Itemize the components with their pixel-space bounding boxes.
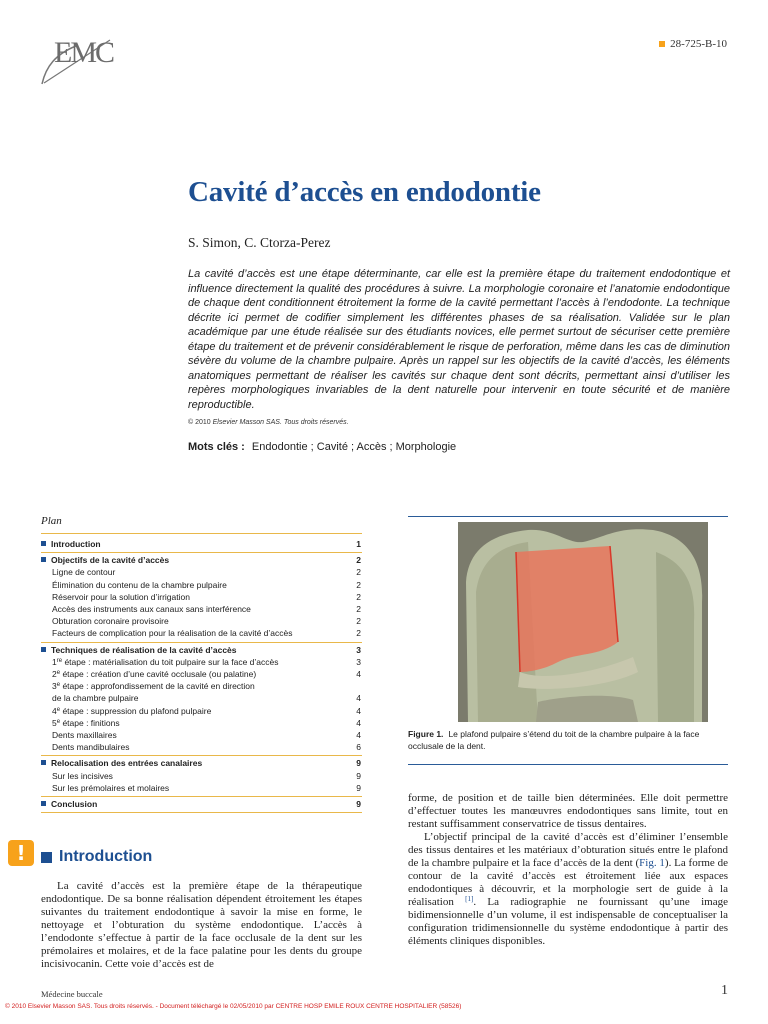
toc-page: 3	[356, 644, 361, 655]
reference-code-text: 28-725-B-10	[670, 38, 727, 50]
toc-item-label: Sur les incisives	[52, 770, 113, 781]
introduction-heading-text: Introduction	[59, 848, 153, 865]
plan-label: Plan	[41, 515, 62, 527]
download-notice: © 2010 Elsevier Masson SAS. Tous droits réservés. - Document téléchargé le 02/05/2010 par CENTRE HOSP EMILE ROUX CENTRE HOSPITALIER (58526)	[5, 1003, 462, 1010]
figure-1-image	[458, 522, 708, 722]
toc-item-label: de la chambre pulpaire	[52, 693, 139, 704]
figure-top-rule	[408, 516, 728, 517]
toc-item-label: Sur les prémolaires et molaires	[52, 782, 170, 793]
toc-step-number: 1	[52, 656, 57, 667]
reference-1-link[interactable]: [1]	[465, 895, 474, 903]
toc-page: 3	[356, 656, 361, 667]
article-title: Cavité d’accès en endodontie	[188, 176, 541, 208]
blue-square-icon	[41, 801, 46, 806]
toc-step-ordinal: e	[56, 682, 61, 689]
warning-icon: !	[8, 840, 34, 866]
toc-item[interactable]	[41, 566, 362, 578]
orange-square-icon	[659, 41, 665, 47]
figure-1-caption	[408, 728, 728, 752]
toc-item-label: Élimination du contenu de la chambre pulpaire	[52, 579, 227, 590]
copyright-year: © 2010	[188, 419, 211, 426]
introduction-paragraph-1-cont: forme, de position et de taille bien déterminées. Elle doit permettre d’effectuer toutes les manœuvres endodontiques sans limite, tout en restant suffisamment conservatrice de tissus dentaires.	[408, 792, 728, 830]
toc-step-ordinal: e	[56, 718, 61, 725]
keywords-list: Endodontie ; Cavité ; Accès ; Morphologie	[251, 441, 457, 453]
keywords	[188, 441, 456, 453]
paragraph-text: . La radiographie ne fournissant qu’une image bidimensionnelle d’un volume, il est indispensable de conceptualiser la configuration tridimensionnelle du système endodontique à partir des éléments cliniques disponibles.	[408, 896, 728, 947]
toc-page: 9	[356, 782, 361, 793]
toc-item-label: Ligne de contour	[52, 567, 116, 578]
introduction-paragraph-2	[408, 831, 728, 948]
toc-page: 9	[356, 799, 361, 810]
toc-page: 9	[356, 758, 361, 769]
toc-item-label: étape : matérialisation du toit pulpaire sur la face d’accès	[62, 656, 279, 667]
toc-item-label: Dents maxillaires	[52, 730, 117, 741]
toc-page: 6	[356, 742, 361, 753]
toc-item-label: étape : suppression du plafond pulpaire	[60, 705, 212, 716]
toc-page: 1	[356, 539, 361, 549]
toc-page: 2	[356, 555, 361, 566]
toc-item[interactable]	[41, 627, 362, 639]
toc-step-ordinal: e	[56, 670, 61, 677]
figure-1-link[interactable]: Fig. 1	[639, 857, 665, 869]
toc-item-label: Accès des instruments aux canaux sans interférence	[52, 604, 251, 615]
reference-code	[659, 38, 727, 50]
toc-item-label: étape : création d’une cavité occlusale (ou palatine)	[60, 669, 257, 680]
paragraph-text: L’objectif principal de la cavité d’accès est d’éliminer l’ensemble des tissus dentaires et les matériaux d’obturation situés entre le plafond de la chambre pulpaire et la face d’accès de la dent (	[408, 831, 728, 869]
article-abstract: La cavité d’accès est une étape déterminante, car elle est la première étape du traitement endodontique et influence directement la qualité des procédures à suivre. La morphologie coronaire et l’anatomie endodontique de chaque dent conditionnent étroitement la forme de la cavité permettant l’accès à l’endodonte. La technique décrite ici permet de codifier simplement les différentes phases de sa réalisation. Validée sur le plan académique par une étude réalisée sur des étudiants novices, elle permet surtout de sécuriser cette première étape du traitement et de prévenir considérablement le risque de perforation, même dans les cas de diminution sévère du volume de la chambre pulpaire. Après un rappel sur les objectifs de la cavité d’accès, les éléments anatomiques permettant de réaliser les cavités sur chaque dent sont décrits, permettant ainsi d’utiliser les repères morphologiques invariables de la dent naturelle pour intervenir en toute sécurité et de manière reproductible.	[188, 268, 730, 411]
keywords-label: Mots clés :	[188, 441, 245, 453]
toc-separator	[41, 552, 362, 553]
journal-name: Médecine buccale	[41, 989, 103, 999]
toc-section[interactable]	[41, 757, 362, 769]
toc-separator	[41, 642, 362, 643]
toc-item-label: Réservoir pour la solution d’irrigation	[52, 591, 190, 602]
toc-section-title: Objectifs de la cavité d’accès	[51, 555, 170, 566]
toc-step-number: 5	[52, 717, 57, 728]
toc-page: 4	[356, 705, 361, 716]
toc-page: 2	[356, 579, 361, 590]
blue-square-icon	[41, 647, 46, 652]
paragraph-text: ). La forme de contour de la cavité d’accès est étroitement liée aux espaces endodontiques à découvrir, et la morphologie sert de guide à la réalisation	[408, 857, 728, 908]
toc-page: 2	[356, 567, 361, 578]
toc-page: 2	[356, 616, 361, 627]
toc-step-ordinal: re	[56, 657, 63, 664]
toc-item-label: étape : approfondissement de la cavité en direction	[60, 681, 255, 692]
toc-page: 4	[356, 669, 361, 680]
toc-page: 4	[356, 693, 361, 704]
toc-item[interactable]	[41, 717, 362, 729]
emc-logo-text: EMC	[54, 36, 114, 69]
introduction-paragraph-1: La cavité d’accès est la première étape de la thérapeutique endodontique. De sa bonne réalisation dépendent étroitement les étapes suivantes du traitement endodontique à savoir la mise en forme, le nettoyage et l’obturation du système endodontique. L’accès à l’endodonte s’effectue à partir de la face occlusale de la dent sur les prémolaires et molaires, et de la face palatine pour les dents du groupe incisivocanin. Cette voie d’accès est de	[41, 880, 362, 970]
toc-section[interactable]	[41, 554, 362, 566]
blue-square-icon	[41, 541, 46, 546]
toc-section-title: Introduction	[51, 539, 101, 549]
toc-step-number: 3	[52, 681, 57, 692]
toc-item[interactable]	[41, 770, 362, 782]
toc-page: 9	[356, 770, 361, 781]
toc-item[interactable]	[41, 692, 362, 704]
toc-section-title: Conclusion	[51, 799, 98, 810]
toc-item-label: Dents mandibulaires	[52, 742, 130, 753]
toc-page: 4	[356, 717, 361, 728]
toc-item[interactable]	[41, 668, 362, 680]
toc-item[interactable]	[41, 705, 362, 717]
table-of-contents	[41, 533, 362, 813]
toc-step-number: 2	[52, 669, 57, 680]
toc-item-label: Facteurs de complication pour la réalisation de la cavité d’accès	[52, 628, 293, 639]
tooth-section-illustration	[458, 522, 708, 722]
introduction-right-column	[408, 792, 728, 948]
toc-item[interactable]	[41, 615, 362, 627]
toc-item[interactable]	[41, 680, 362, 692]
blue-square-icon	[41, 852, 52, 863]
toc-item[interactable]	[41, 579, 362, 591]
toc-item[interactable]	[41, 741, 362, 753]
page-number: 1	[721, 983, 728, 998]
toc-section[interactable]	[41, 538, 362, 550]
toc-item[interactable]	[41, 591, 362, 603]
copyright-text: Elsevier Masson SAS. Tous droits réservés.	[212, 419, 349, 426]
copyright-notice	[188, 419, 349, 426]
toc-item[interactable]	[41, 729, 362, 741]
article-authors: S. Simon, C. Ctorza-Perez	[188, 235, 331, 250]
toc-section-title: Techniques de réalisation de la cavité d’accès	[51, 644, 237, 655]
toc-section[interactable]	[41, 644, 362, 656]
toc-item[interactable]	[41, 656, 362, 668]
toc-page: 2	[356, 604, 361, 615]
toc-step-ordinal: e	[56, 706, 61, 713]
toc-section-title: Relocalisation des entrées canalaires	[51, 758, 203, 769]
toc-item[interactable]	[41, 782, 362, 794]
blue-square-icon	[41, 557, 46, 562]
toc-page: 4	[356, 730, 361, 741]
toc-item[interactable]	[41, 603, 362, 615]
toc-page: 2	[356, 628, 361, 639]
toc-item-label: étape : finitions	[60, 717, 120, 728]
toc-separator	[41, 755, 362, 756]
toc-page: 2	[356, 591, 361, 602]
toc-step-number: 4	[52, 705, 57, 716]
toc-section[interactable]	[41, 798, 362, 810]
toc-item-label: Obturation coronaire provisoire	[52, 616, 169, 627]
figure-1-caption-text: Le plafond pulpaire s’étend du toit de la chambre pulpaire à la face occlusale de la dent.	[408, 729, 700, 751]
figure-bottom-rule	[408, 764, 728, 765]
emc-logo	[36, 26, 116, 92]
blue-square-icon	[41, 760, 46, 765]
toc-separator	[41, 796, 362, 797]
figure-1-label: Figure 1.	[408, 729, 444, 739]
introduction-left-column	[41, 880, 362, 971]
introduction-heading	[41, 848, 152, 866]
